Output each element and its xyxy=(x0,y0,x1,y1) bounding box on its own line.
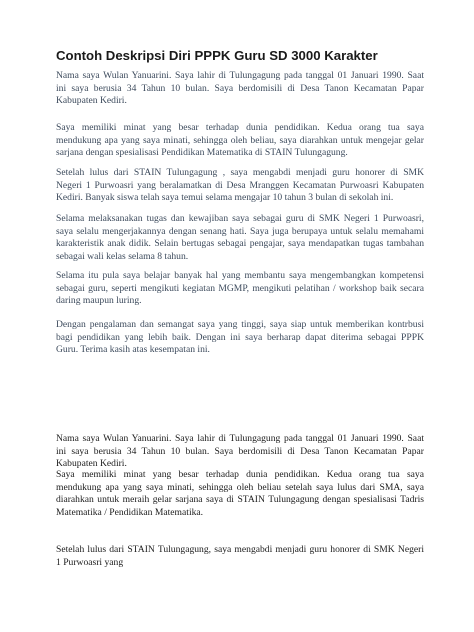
text-line: Setelah lulus dari STAIN Tulungagung, saya mengabdi menjadi guru honorer di SMK Negeri xyxy=(56,544,424,555)
paragraph xyxy=(56,544,424,569)
text-line: Kabupaten Kediri. xyxy=(56,95,127,107)
paragraph xyxy=(56,319,424,357)
text-line: 1 Purwoasri yang xyxy=(56,556,124,568)
text-line: saya selalu mengerjakannya dengan senang hati. Saya juga berupaya untuk selalu memahami xyxy=(56,225,424,237)
text-line: Kabupaten Kediri. xyxy=(56,458,127,470)
text-line: ini saya berusia 34 Tahun 10 bulan. Saya berdomisili di Desa Tanon Kecamatan Papar xyxy=(56,445,424,457)
text-line: Dengan pengalaman dan semangat saya yang tinggi, saya siap untuk memberikan kontrbusi xyxy=(56,319,424,330)
text-line: sebagai wali kelas selama 8 tahun. xyxy=(56,250,189,262)
text-line: karakteristik anak didik. Selain bertugas sebagai pengajar, saya mendapatkan tugas tambahan xyxy=(56,238,424,250)
paragraph xyxy=(56,70,424,108)
text-line: Setelah lulus dari STAIN Tulungagung , saya mengabdi menjadi guru honorer di SMK xyxy=(56,167,424,178)
text-line: Saya memiliki minat yang besar terhadap dunia pendidikan. Kedua orang tua saya xyxy=(56,469,424,480)
text-line: ini saya berusia 34 Tahun 10 bulan. Saya berdomisili di Desa Tanon Kecamatan Papar xyxy=(56,82,424,94)
text-line: Saya memiliki minat yang besar terhadap dunia pendidikan. Kedua orang tua saya xyxy=(56,122,424,133)
paragraph xyxy=(56,469,424,519)
text-line: diarahkan untuk meraih gelar sarjana saya di STAIN Tulungagung dengan spesialisasi Tadris xyxy=(56,494,424,506)
text-line: Nama saya Wulan Yanuarini. Saya lahir di Tulungagung pada tanggal 01 Januari 1990. Saat xyxy=(56,433,424,444)
text-line: bagi pendidikan yang lebih baik. Dengan ini saya berharap dapat diterima sebagai PPPK xyxy=(56,331,424,343)
paragraph xyxy=(56,433,424,471)
text-line: Negeri 1 Purwoasri yang beralamatkan di Desa Mranggen Kecamatan Purwoasri Kabupaten xyxy=(56,179,424,191)
text-line: daring maupun luring. xyxy=(56,295,142,307)
text-line: Selama itu pula saya belajar banyak hal yang membantu saya mengembangkan kompetensi xyxy=(56,270,424,281)
text-line: Guru. Terima kasih atas kesempatan ini. xyxy=(56,344,210,356)
text-line: sarjana dengan spesialisasi Pendidikan Matematika di STAIN Tulungagung. xyxy=(56,147,348,159)
paragraph xyxy=(56,122,424,160)
text-line: Kediri. Banyak siswa telah saya temui selama mengajar 10 tahun 3 bulan di sekolah ini. xyxy=(56,192,394,204)
text-line: sebagai guru, seperti mengikuti kegiatan MGMP, mengikuti pelatihan / workshop baik secara xyxy=(56,282,424,294)
text-line: Selama melaksanakan tugas dan kewajiban saya sebagai guru di SMK Negeri 1 Purwoasri, xyxy=(56,213,424,224)
text-line: mendukung apa yang saya minati, sehingga oleh beliau setelah saya lulus dari SMA, saya xyxy=(56,481,424,493)
paragraph xyxy=(56,167,424,205)
text-line: Matematika / Pendidikan Matematika. xyxy=(56,506,204,518)
document-title: Contoh Deskripsi Diri PPPK Guru SD 3000 Karakter xyxy=(56,48,378,63)
text-line: Nama saya Wulan Yanuarini. Saya lahir di Tulungagung pada tanggal 01 Januari 1990. Saat xyxy=(56,70,424,81)
paragraph xyxy=(56,270,424,308)
paragraph xyxy=(56,213,424,263)
text-line: mendukung apa yang saya minati, sehingga oleh beliau, saya diarahkan untuk mengejar gelar xyxy=(56,134,424,146)
